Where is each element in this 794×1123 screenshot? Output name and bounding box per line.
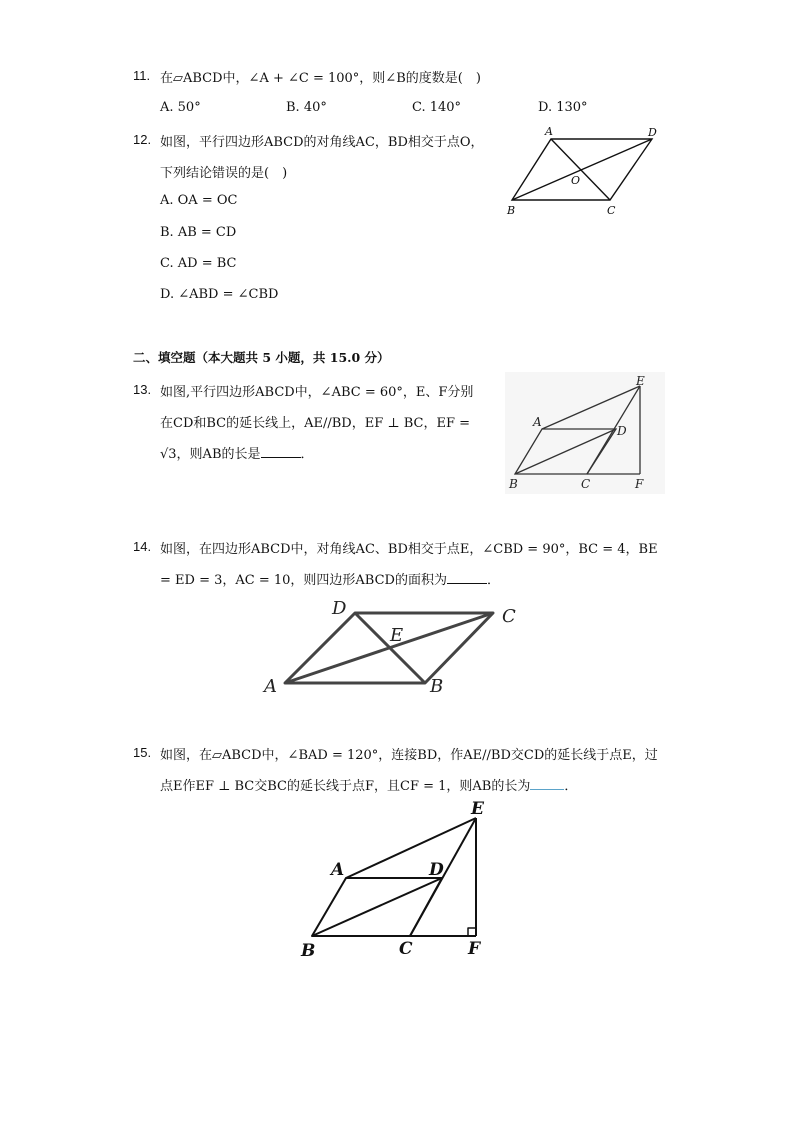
q15-label-b: B (301, 941, 316, 961)
q13-line3-text: √3，则AB的长是 (160, 447, 261, 462)
q13-answer-blank[interactable] (261, 445, 301, 458)
q12-option-b: B. AB = CD (160, 225, 237, 240)
q12-label-a: A (545, 125, 553, 138)
q14-line2 (160, 569, 500, 588)
q14-label-e: E (390, 625, 404, 646)
q15-right-angle-mark (468, 928, 476, 936)
q13-label-e: E (636, 374, 645, 388)
q15-line2-text: 点E作EF ⊥ BC交BC的延长线于点F，且CF = 1，则AB的长为 (160, 779, 531, 794)
q14-label-b: B (430, 676, 444, 697)
q11-stem: 在▱ABCD中，∠A + ∠C = 100°，则∠B的度数是( ) (160, 71, 481, 86)
q14-line2-text: = ED = 3，AC = 10，则四边形ABCD的面积为 (160, 573, 447, 588)
q14-line1: 如图，在四边形ABCD中，对角线AC、BD相交于点E，∠CBD = 90°，BC = 4，BE (160, 542, 658, 557)
q12-number: 12. (133, 132, 152, 147)
q14-answer-blank[interactable] (447, 571, 487, 584)
q12-label-b: B (507, 204, 516, 217)
q12-label-c: C (607, 204, 616, 217)
q13-figure-background (505, 372, 665, 494)
q15-label-a: A (331, 860, 345, 880)
q15-line1: 如图，在▱ABCD中，∠BAD = 120°，连接BD，作AE//BD交CD的延长线于点E，过 (160, 748, 658, 763)
q15-number: 15. (133, 745, 152, 760)
q14-line2-end: ． (486, 573, 500, 588)
q14-number: 14. (133, 539, 152, 554)
q13-line2: 在CD和BC的延长线上，AE//BD，EF ⊥ BC，EF = (160, 416, 471, 431)
q13-label-d: D (617, 424, 627, 438)
q15-line-bd (312, 878, 442, 936)
q15-label-d: D (429, 860, 444, 880)
q13-label-c: C (581, 477, 591, 491)
q13-number: 13. (133, 382, 152, 397)
q15-label-e: E (471, 799, 484, 819)
q15-figure (296, 796, 501, 966)
q12-stem-line2: 下列结论错误的是( ) (160, 166, 288, 181)
q14-label-c: C (502, 606, 516, 627)
q12-label-d: D (648, 126, 657, 139)
q15-line-ae (346, 818, 476, 878)
q12-figure (500, 120, 670, 220)
q12-option-a: A. OA = OC (160, 193, 238, 208)
q13-label-a: A (533, 415, 542, 429)
q14-label-d: D (332, 598, 347, 619)
section-title: 二、填空题（本大题共 5 小题，共 15.0 分） (133, 350, 390, 365)
q12-label-o: O (571, 174, 581, 187)
q11-option-d: D. 130° (538, 100, 588, 115)
q13-label-b: B (509, 477, 518, 491)
q13-line3 (160, 443, 314, 462)
q15-label-f: F (468, 939, 481, 959)
q11-option-a: A. 50° (160, 100, 201, 115)
q14-figure (260, 596, 530, 700)
q14-diagonal-bd (355, 613, 425, 683)
q11-option-b: B. 40° (286, 100, 327, 115)
q15-answer-blank[interactable] (530, 777, 564, 790)
q12-option-d: D. ∠ABD = ∠CBD (160, 287, 279, 302)
q13-line1: 如图,平行四边形ABCD中，∠ABC = 60°，E、F分别 (160, 385, 474, 400)
q15-line2-end: ． (564, 779, 578, 794)
q12-stem-line1: 如图，平行四边形ABCD的对角线AC，BD相交于点O， (160, 135, 484, 150)
q13-label-f: F (635, 477, 644, 491)
q11-number: 11. (133, 68, 151, 83)
q11-option-c: C. 140° (412, 100, 462, 115)
q14-label-a: A (264, 676, 277, 697)
q15-line2 (160, 775, 577, 794)
q13-figure (505, 372, 665, 494)
q15-label-c: C (399, 939, 413, 959)
q13-line3-end: ． (300, 447, 314, 462)
q12-option-c: C. AD = BC (160, 256, 237, 271)
